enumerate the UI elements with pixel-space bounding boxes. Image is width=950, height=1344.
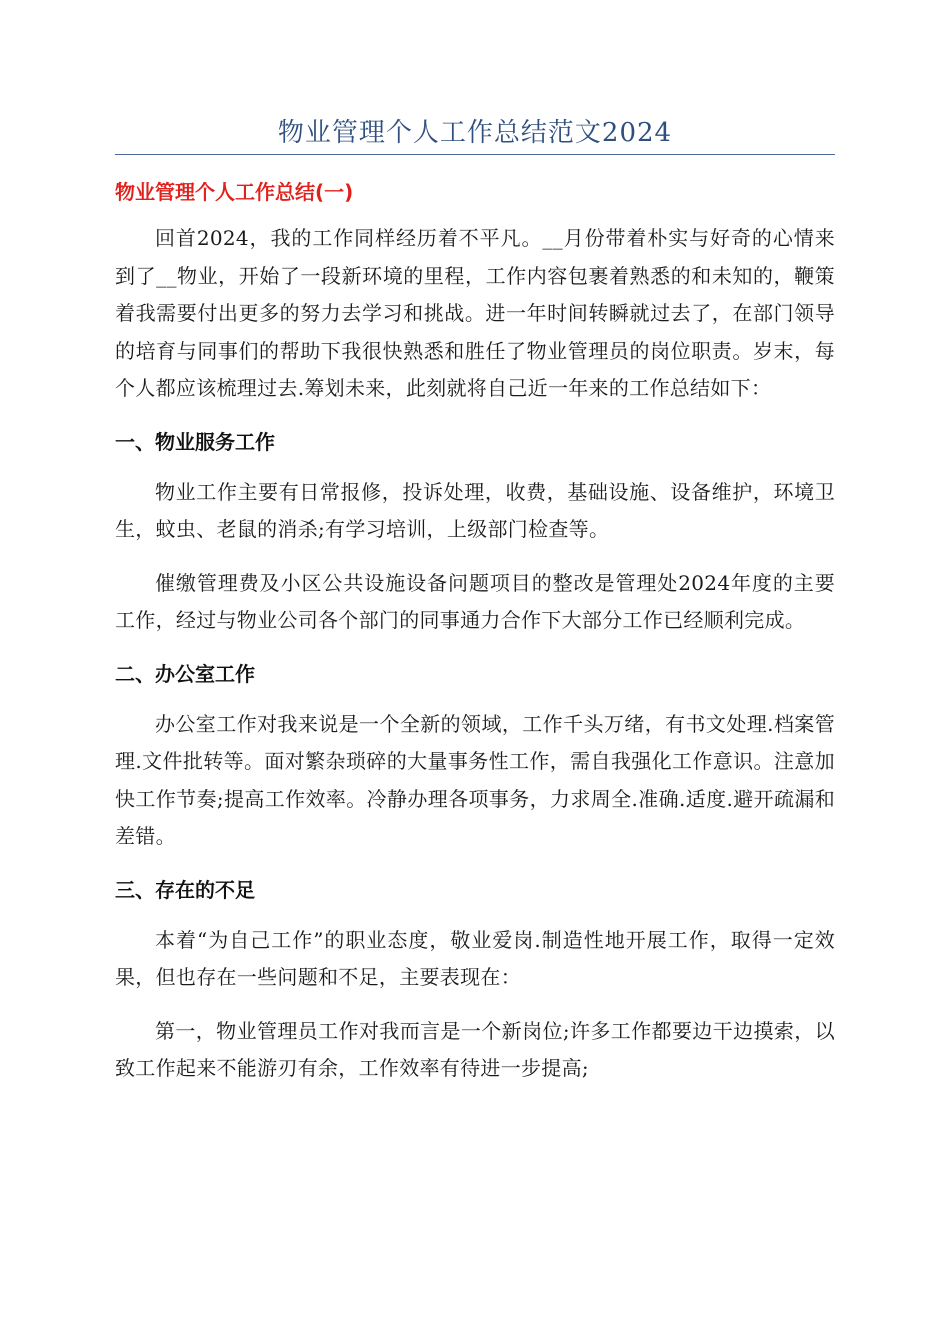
paragraph-service-1: 物业工作主要有日常报修，投诉处理，收费，基础设施、设备维护，环境卫生，蚊虫、老鼠的消杀;有学习培训，上级部门检查等。 <box>115 479 835 541</box>
paragraph-office-1: 办公室工作对我来说是一个全新的领域，工作千头万绪，有书文处理.档案管理.文件批转等。面对繁杂琐碎的大量事务性工作，需自我强化工作意识。注意加快工作节奏;提高工作效率。冷静办理各项事务，力求周全.准确.适度.避开疏漏和差错。 <box>115 711 835 848</box>
document-body <box>115 174 835 1104</box>
paragraph-shortcomings-2: 第一，物业管理员工作对我而言是一个新岗位;许多工作都要边干边摸索，以致工作起来不能游刃有余，工作效率有待进一步提高; <box>115 1018 835 1080</box>
section-heading-shortcomings: 三、存在的不足 <box>115 877 255 902</box>
paragraph-service-2: 催缴管理费及小区公共设施设备问题项目的整改是管理处2024年度的主要工作，经过与物业公司各个部门的同事通力合作下大部分工作已经顺利完成。 <box>115 570 835 632</box>
title-underline <box>115 154 835 155</box>
paragraph-shortcomings-1: 本着“为自己工作”的职业态度，敬业爱岗.制造性地开展工作，取得一定效果，但也存在一些问题和不足，主要表现在： <box>115 927 835 989</box>
section-heading-office: 二、办公室工作 <box>115 661 255 686</box>
document-title: 物业管理个人工作总结范文2024 <box>277 118 673 148</box>
section-heading-service: 一、物业服务工作 <box>115 429 275 454</box>
section-subtitle: 物业管理个人工作总结(一) <box>115 180 354 204</box>
intro-paragraph: 回首2024，我的工作同样经历着不平凡。__月份带着朴实与好奇的心情来到了__物业，开始了一段新环境的里程，工作内容包裹着熟悉的和未知的，鞭策着我需要付出更多的努力去学习和挑战。进一年时间转瞬就过去了，在部门领导的培育与同事们的帮助下我很快熟悉和胜任了物业管理员的岗位职责。岁末，每个人都应该梳理过去.筹划未来，此刻就将自己近一年来的工作总结如下： <box>115 226 835 400</box>
